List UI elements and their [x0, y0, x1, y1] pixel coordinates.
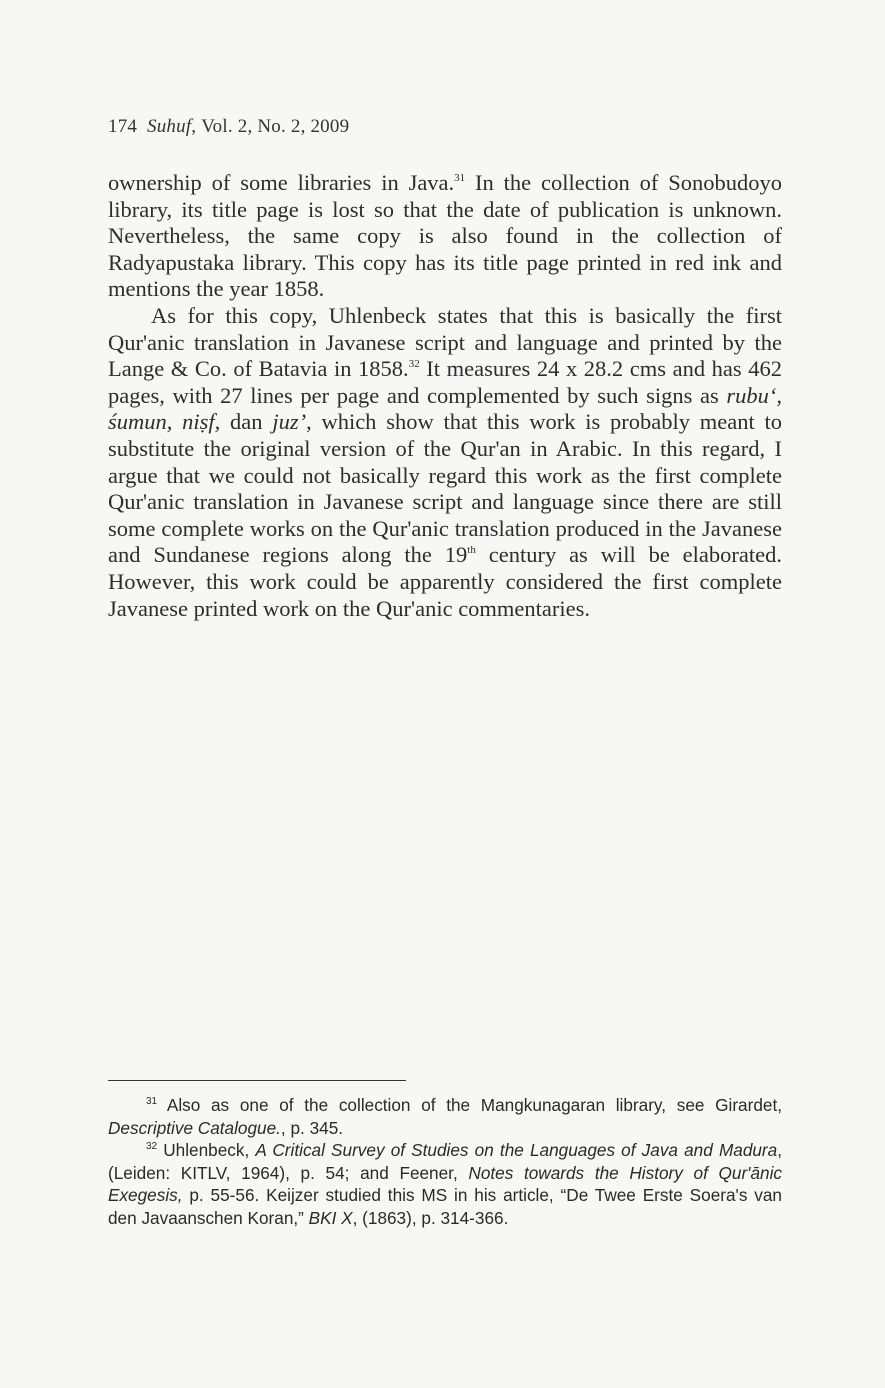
cited-journal: BKI X — [308, 1207, 353, 1228]
text-run: Uhlenbeck, — [157, 1140, 256, 1161]
footnote-31 — [108, 1094, 782, 1139]
text-run: It measures 24 x 28.2 cms and has 462 pages, with 27 lines per page and complemented by such signs as — [108, 356, 782, 408]
text-run: century as will be elaborated. However, this work could be apparently considered the first complete Javanese printed work on the Qur'anic commentaries. — [108, 542, 782, 621]
running-header — [108, 116, 349, 138]
main-text — [108, 170, 782, 622]
cited-title: A Critical Survey of Studies on the Languages of Java and Madura — [255, 1140, 778, 1161]
footnotes — [108, 1094, 782, 1230]
text-run: dan — [220, 409, 273, 435]
cited-title: Notes towards the History of Qur'ānic Exegesis, — [108, 1162, 782, 1206]
footnote-ref-32: 32 — [408, 358, 420, 371]
page-number: 174 — [108, 116, 138, 137]
text-run: As for this copy, Uhlenbeck states that this is basically the first Qur'anic translation in Javanese script and language and printed by the Lange & Co. of Batavia in 1858. — [108, 302, 782, 382]
paragraph-2 — [108, 303, 782, 622]
journal-volume: Vol. 2, No. 2, 2009 — [201, 116, 350, 137]
term-sumun: śumun, — [108, 409, 183, 435]
text-run: Also as one of the collection of the Mangkunagaran library, see Girardet, — [157, 1095, 782, 1115]
footnote-ref-31: 31 — [454, 172, 466, 184]
term-nisf: niṣf, — [182, 409, 221, 435]
footnote-32 — [108, 1139, 782, 1229]
footnote-divider — [108, 1080, 406, 1081]
text-run: , p. 345. — [280, 1117, 344, 1138]
term-rubu: rubu‘, — [726, 382, 782, 408]
text-run: , which show that this work is probably meant to substitute the original version of the Qur'an in Arabic. In this regard, I argue that we could not basically regard this work as the first complete Qur'anic translation in Javanese script and language since there are still some complete works on the Qur'anic translation produced in the Javanese and Sundanese regions along the 19 — [108, 409, 782, 568]
text-run: , (1863), p. 314-366. — [352, 1207, 509, 1228]
text-run: p. 55-56. Keijzer studied this MS in his article, “De Twee Erste Soera's van den Javaanschen Koran,” — [108, 1185, 782, 1228]
footnote-number: 32 — [146, 1141, 158, 1153]
text-run: , (Leiden: KITLV, 1964), p. 54; and Feener, — [108, 1140, 782, 1183]
footnote-number: 31 — [146, 1096, 158, 1107]
paragraph-1 — [108, 170, 782, 303]
ordinal-suffix: th — [467, 544, 476, 557]
text-run: ownership of some libraries in Java. — [108, 170, 455, 195]
term-juz: juz’ — [272, 409, 307, 435]
text-run: In the collection of Sonobudoyo library, its title page is lost so that the date of publication is unknown. Nevertheless, the same copy is also found in the collection of Radyapustaka library. This copy has its title page printed in red ink and mentions the year 1858. — [108, 170, 782, 302]
journal-title: Suhuf, — [147, 116, 197, 137]
cited-title: Descriptive Catalogue. — [108, 1117, 281, 1138]
